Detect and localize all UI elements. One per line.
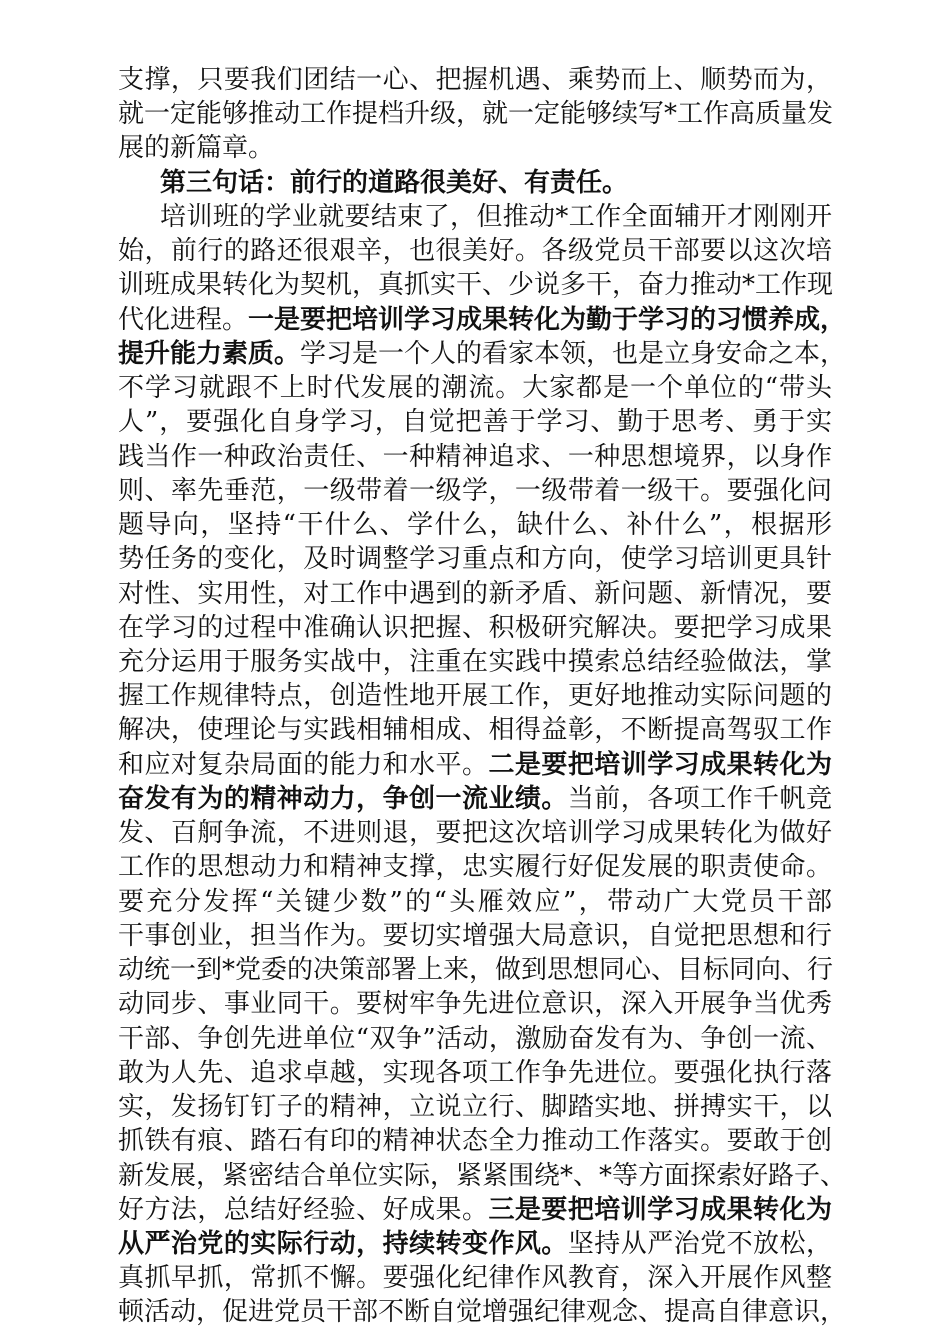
text-line [118, 268, 832, 302]
text-line [118, 337, 847, 371]
text-line [118, 885, 832, 919]
text-line [118, 987, 832, 1021]
text-segment: 敢为人先、追求卓越，实现各项工作争先进位。要强化执行落 [118, 1057, 832, 1088]
text-line [118, 405, 832, 439]
text-segment: 发、百舸争流，不进则退，要把这次培训学习成果转化为做好 [118, 818, 832, 849]
bold-text-segment: 一是要把培训学习成果转化为勤于学习的习惯养成， [248, 304, 847, 335]
bold-text-segment: 三是要把培训学习成果转化为 [488, 1194, 832, 1225]
text-line [118, 508, 832, 542]
text-segment: 充分运用于服务实战中，注重在实践中摸索总结经验做法，掌 [118, 646, 832, 677]
text-segment: 人”，要强化自身学习，自觉把善于学习、勤于思考、勇于实 [118, 407, 832, 438]
text-segment: 对性、实用性，对工作中遇到的新矛盾、新问题、新情况，要 [118, 578, 832, 609]
text-line [118, 645, 832, 679]
text-line [118, 131, 832, 165]
section-heading [118, 166, 832, 200]
text-segment: 解决，使理论与实践相辅相成、相得益彰，不断提高驾驭工作 [118, 715, 832, 746]
text-segment: 实，发扬钉钉子的精神，立说立行、脚踏实地、拼搏实干，以 [118, 1092, 832, 1123]
text-line [118, 1056, 832, 1090]
text-line [118, 1261, 832, 1295]
text-segment: 在学习的过程中准确认识把握、积极研究解决。要把学习成果 [118, 612, 832, 643]
text-line [118, 919, 832, 953]
text-segment: 展的新篇章。 [118, 133, 275, 164]
text-segment: 工作的思想动力和精神支撑，忠实履行好促发展的职责使命。 [118, 852, 832, 883]
text-segment: 坚持从严治党不放松， [567, 1228, 832, 1259]
text-line [118, 1227, 832, 1261]
text-line [118, 303, 847, 337]
text-segment: 要充分发挥“关键少数”的“头雁效应”，带动广大党员干部 [118, 886, 832, 917]
text-line [118, 611, 832, 645]
text-segment: 支撑，只要我们团结一心、把握机遇、乘势而上、顺势而为， [118, 65, 832, 95]
text-segment: 和应对复杂局面的能力和水平。 [118, 749, 489, 780]
bold-text-segment: 二是要把培训学习成果转化为 [488, 749, 832, 780]
text-line [118, 1124, 832, 1158]
text-segment: 不学习就跟不上时代发展的潮流。大家都是一个单位的“带头 [118, 373, 832, 404]
text-line [118, 782, 832, 816]
text-line [118, 474, 832, 508]
text-segment: 干事创业，担当作为。要切实增强大局意识，自觉把思想和行 [118, 920, 832, 951]
text-line [118, 97, 832, 131]
text-segment: 握工作规律特点，创造性地开展工作，更好地推动实际问题的 [118, 681, 832, 712]
text-segment: 则、率先垂范，一级带着一级学，一级带着一级干。要强化问 [118, 475, 832, 506]
text-line [118, 440, 832, 474]
text-segment: 顿活动，促进党员干部不断自觉增强纪律观念、提高自律意识， [118, 1297, 847, 1328]
text-segment: 始，前行的路还很艰辛，也很美好。各级党员干部要以这次培 [118, 236, 832, 267]
text-segment: 势任务的变化，及时调整学习重点和方向，使学习培训更具针 [118, 544, 832, 575]
text-segment: 好方法，总结好经验、好成果。 [118, 1194, 489, 1225]
text-line [118, 1090, 832, 1124]
text-line [118, 542, 832, 576]
text-line [118, 850, 832, 884]
text-line [118, 679, 832, 713]
text-segment: 训班成果转化为契机，真抓实干、少说多干，奋力推动*工作现 [118, 270, 834, 301]
text-segment: 动统一到*党委的决策部署上来，做到思想同心、目标同向、行 [118, 955, 834, 986]
bold-text-segment: 提升能力素质。 [118, 338, 301, 369]
text-segment: 抓铁有痕、踏石有印的精神状态全力推动工作落实。要敢于创 [118, 1126, 832, 1157]
text-line [118, 713, 832, 747]
bold-text-segment: 奋发有为的精神动力，争创一流业绩。 [118, 783, 568, 814]
text-line [118, 63, 832, 97]
text-line [118, 200, 832, 234]
document-page [118, 63, 847, 1330]
text-line [118, 1159, 847, 1193]
text-segment: 践当作一种政治责任、一种精神追求、一种思想境界，以身作 [118, 441, 832, 472]
text-segment: 培训班的学业就要结束了，但推动*工作全面辅开才刚刚开 [160, 201, 832, 232]
bold-text-segment: 第三句话：前行的道路很美好、有责任。 [160, 167, 629, 198]
text-segment: 当前，各项工作千帆竞 [567, 783, 832, 814]
text-line [118, 1022, 832, 1056]
bold-text-segment: 从严治党的实际行动，持续转变作风。 [118, 1228, 568, 1259]
text-line [118, 816, 832, 850]
text-line [118, 1193, 832, 1227]
text-segment: 就一定能够推动工作提档升级，就一定能够续写*工作高质量发 [118, 99, 834, 130]
text-line [118, 234, 832, 268]
text-segment: 新发展，紧密结合单位实际，紧紧围绕*、*等方面探索好路子、 [118, 1160, 847, 1191]
text-line [118, 953, 832, 987]
text-segment: 题导向，坚持“干什么、学什么，缺什么、补什么”，根据形 [118, 510, 832, 541]
text-line [118, 371, 832, 405]
text-segment: 动同步、事业同干。要树牢争先进位意识，深入开展争当优秀 [118, 989, 832, 1020]
text-segment: 代化进程。 [118, 304, 249, 335]
text-line [118, 577, 832, 611]
text-line [118, 748, 832, 782]
text-segment: 学习是一个人的看家本领，也是立身安命之本， [300, 338, 847, 369]
text-segment: 干部、争创先进单位“双争”活动，激励奋发有为、争创一流、 [118, 1023, 832, 1054]
text-line [118, 1295, 847, 1329]
text-segment: 真抓早抓，常抓不懈。要强化纪律作风教育，深入开展作风整 [118, 1263, 832, 1294]
